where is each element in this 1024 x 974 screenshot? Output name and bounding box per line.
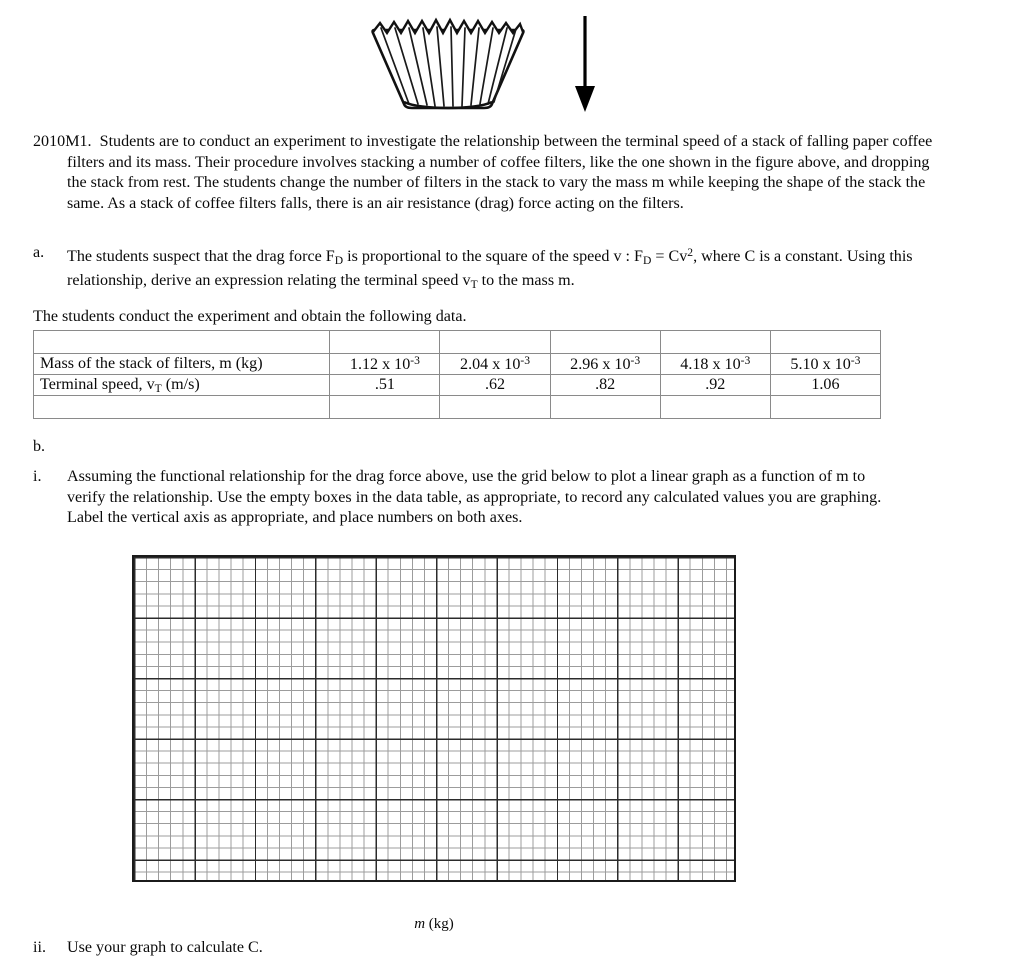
mass-mantissa-4: 4.18 x 10 bbox=[680, 355, 741, 373]
mass-value-2 bbox=[440, 354, 550, 375]
blank-graph-grid[interactable] bbox=[132, 555, 736, 882]
intro-text: Students are to conduct an experiment to investigate the relationship between the terminal speed of a stack of falling paper coffee filters and its mass. Their procedure involves stacking a number of coffee filters, like the one shown in the figure above, and dropping the stack from rest. The students change the number of filters in the stack to vary the mass m while keeping the shape of the stack the same. As a stack of coffee filters falls, there is an air resistance (drag) force acting on the filters. bbox=[67, 133, 933, 212]
intro-paragraph bbox=[33, 132, 933, 214]
blank-cell[interactable] bbox=[770, 331, 880, 354]
blank-cell[interactable] bbox=[550, 396, 660, 419]
part-b-i bbox=[33, 467, 899, 529]
part-b-i-text: Assuming the functional relationship for the drag force above, use the grid below to plot a linear graph as a function of m to verify the relationship. Use the empty boxes in the data table, as appropriate, to record any calculated values you are graphing. Label the vertical axis as appropriate, and place numbers on both axes. bbox=[67, 468, 882, 527]
part-a-seg-5: to the mass m. bbox=[477, 272, 575, 290]
blank-cell[interactable] bbox=[34, 396, 330, 419]
blank-cell[interactable] bbox=[34, 331, 330, 354]
speed-label-sub-T: T bbox=[154, 381, 162, 395]
coffee-filter-illustration bbox=[368, 16, 528, 112]
mass-exponent-5: -3 bbox=[850, 354, 861, 368]
blank-cell[interactable] bbox=[660, 396, 770, 419]
table-row-terminal-speed bbox=[34, 375, 881, 396]
blank-cell[interactable] bbox=[660, 331, 770, 354]
mass-value-3 bbox=[550, 354, 660, 375]
part-a-seg-4: , where C is a constant. Using this relationship, derive an expression relating the terminal speed v bbox=[67, 247, 913, 290]
part-a-sub-D2: D bbox=[643, 253, 652, 267]
part-a-sub-T: T bbox=[470, 278, 478, 292]
part-a-text bbox=[67, 243, 933, 296]
part-b-ii-label: ii. bbox=[33, 939, 46, 956]
speed-value-1: .51 bbox=[330, 375, 440, 396]
mass-exponent-4: -3 bbox=[740, 354, 751, 368]
part-a bbox=[33, 243, 933, 296]
x-axis-symbol: m bbox=[414, 916, 426, 932]
speed-label-seg-1: Terminal speed, v bbox=[40, 375, 155, 393]
speed-value-4: .92 bbox=[660, 375, 770, 396]
mass-value-5 bbox=[770, 354, 880, 375]
blank-cell[interactable] bbox=[550, 331, 660, 354]
mass-value-4 bbox=[660, 354, 770, 375]
speed-value-5: 1.06 bbox=[770, 375, 880, 396]
x-axis-unit: (kg) bbox=[425, 916, 454, 932]
speed-row-label bbox=[34, 375, 330, 396]
mass-row-label: Mass of the stack of filters, m (kg) bbox=[34, 354, 330, 375]
table-row-mass bbox=[34, 354, 881, 375]
mass-value-1 bbox=[330, 354, 440, 375]
part-b-text bbox=[67, 437, 933, 458]
mass-mantissa-5: 5.10 x 10 bbox=[790, 355, 851, 373]
mass-exponent-1: -3 bbox=[410, 354, 420, 368]
speed-label-seg-2: (m/s) bbox=[161, 375, 200, 393]
part-a-seg-1: The students suspect that the drag force F bbox=[67, 247, 335, 265]
blank-cell[interactable] bbox=[440, 396, 550, 419]
mass-mantissa-3: 2.96 x 10 bbox=[570, 355, 631, 373]
x-axis-label bbox=[132, 916, 736, 933]
blank-cell[interactable] bbox=[330, 396, 440, 419]
experiment-data-table bbox=[33, 330, 881, 419]
part-b-ii-text: Use your graph to calculate C. bbox=[67, 939, 263, 956]
blank-cell[interactable] bbox=[330, 331, 440, 354]
part-b-i-label: i. bbox=[33, 468, 42, 485]
part-b-label: b. bbox=[33, 438, 46, 455]
part-a-label: a. bbox=[33, 244, 45, 261]
mass-mantissa-2: 2.04 x 10 bbox=[460, 355, 521, 373]
table-row-blank-top bbox=[34, 331, 881, 354]
part-a-seg-3: = Cv bbox=[651, 247, 688, 265]
figure-area bbox=[0, 0, 1024, 122]
blank-cell[interactable] bbox=[440, 331, 550, 354]
mass-exponent-2: -3 bbox=[520, 354, 531, 368]
part-b bbox=[33, 437, 933, 458]
data-lead-in-text: The students conduct the experiment and obtain the following data. bbox=[33, 308, 467, 325]
part-b-ii bbox=[33, 938, 533, 959]
table-row-blank-bottom bbox=[34, 396, 881, 419]
speed-value-2: .62 bbox=[440, 375, 550, 396]
mass-mantissa-1: 1.12 x 10 bbox=[349, 355, 411, 373]
speed-value-3: .82 bbox=[550, 375, 660, 396]
downward-arrow-icon bbox=[566, 14, 606, 114]
problem-number: 2010M1. bbox=[33, 133, 92, 150]
part-a-seg-2: is proportional to the square of the speed v : F bbox=[343, 247, 644, 265]
part-a-sub-D1: D bbox=[334, 253, 344, 267]
blank-cell[interactable] bbox=[770, 396, 880, 419]
mass-exponent-3: -3 bbox=[630, 354, 641, 368]
part-a-sup-2: 2 bbox=[687, 246, 694, 259]
